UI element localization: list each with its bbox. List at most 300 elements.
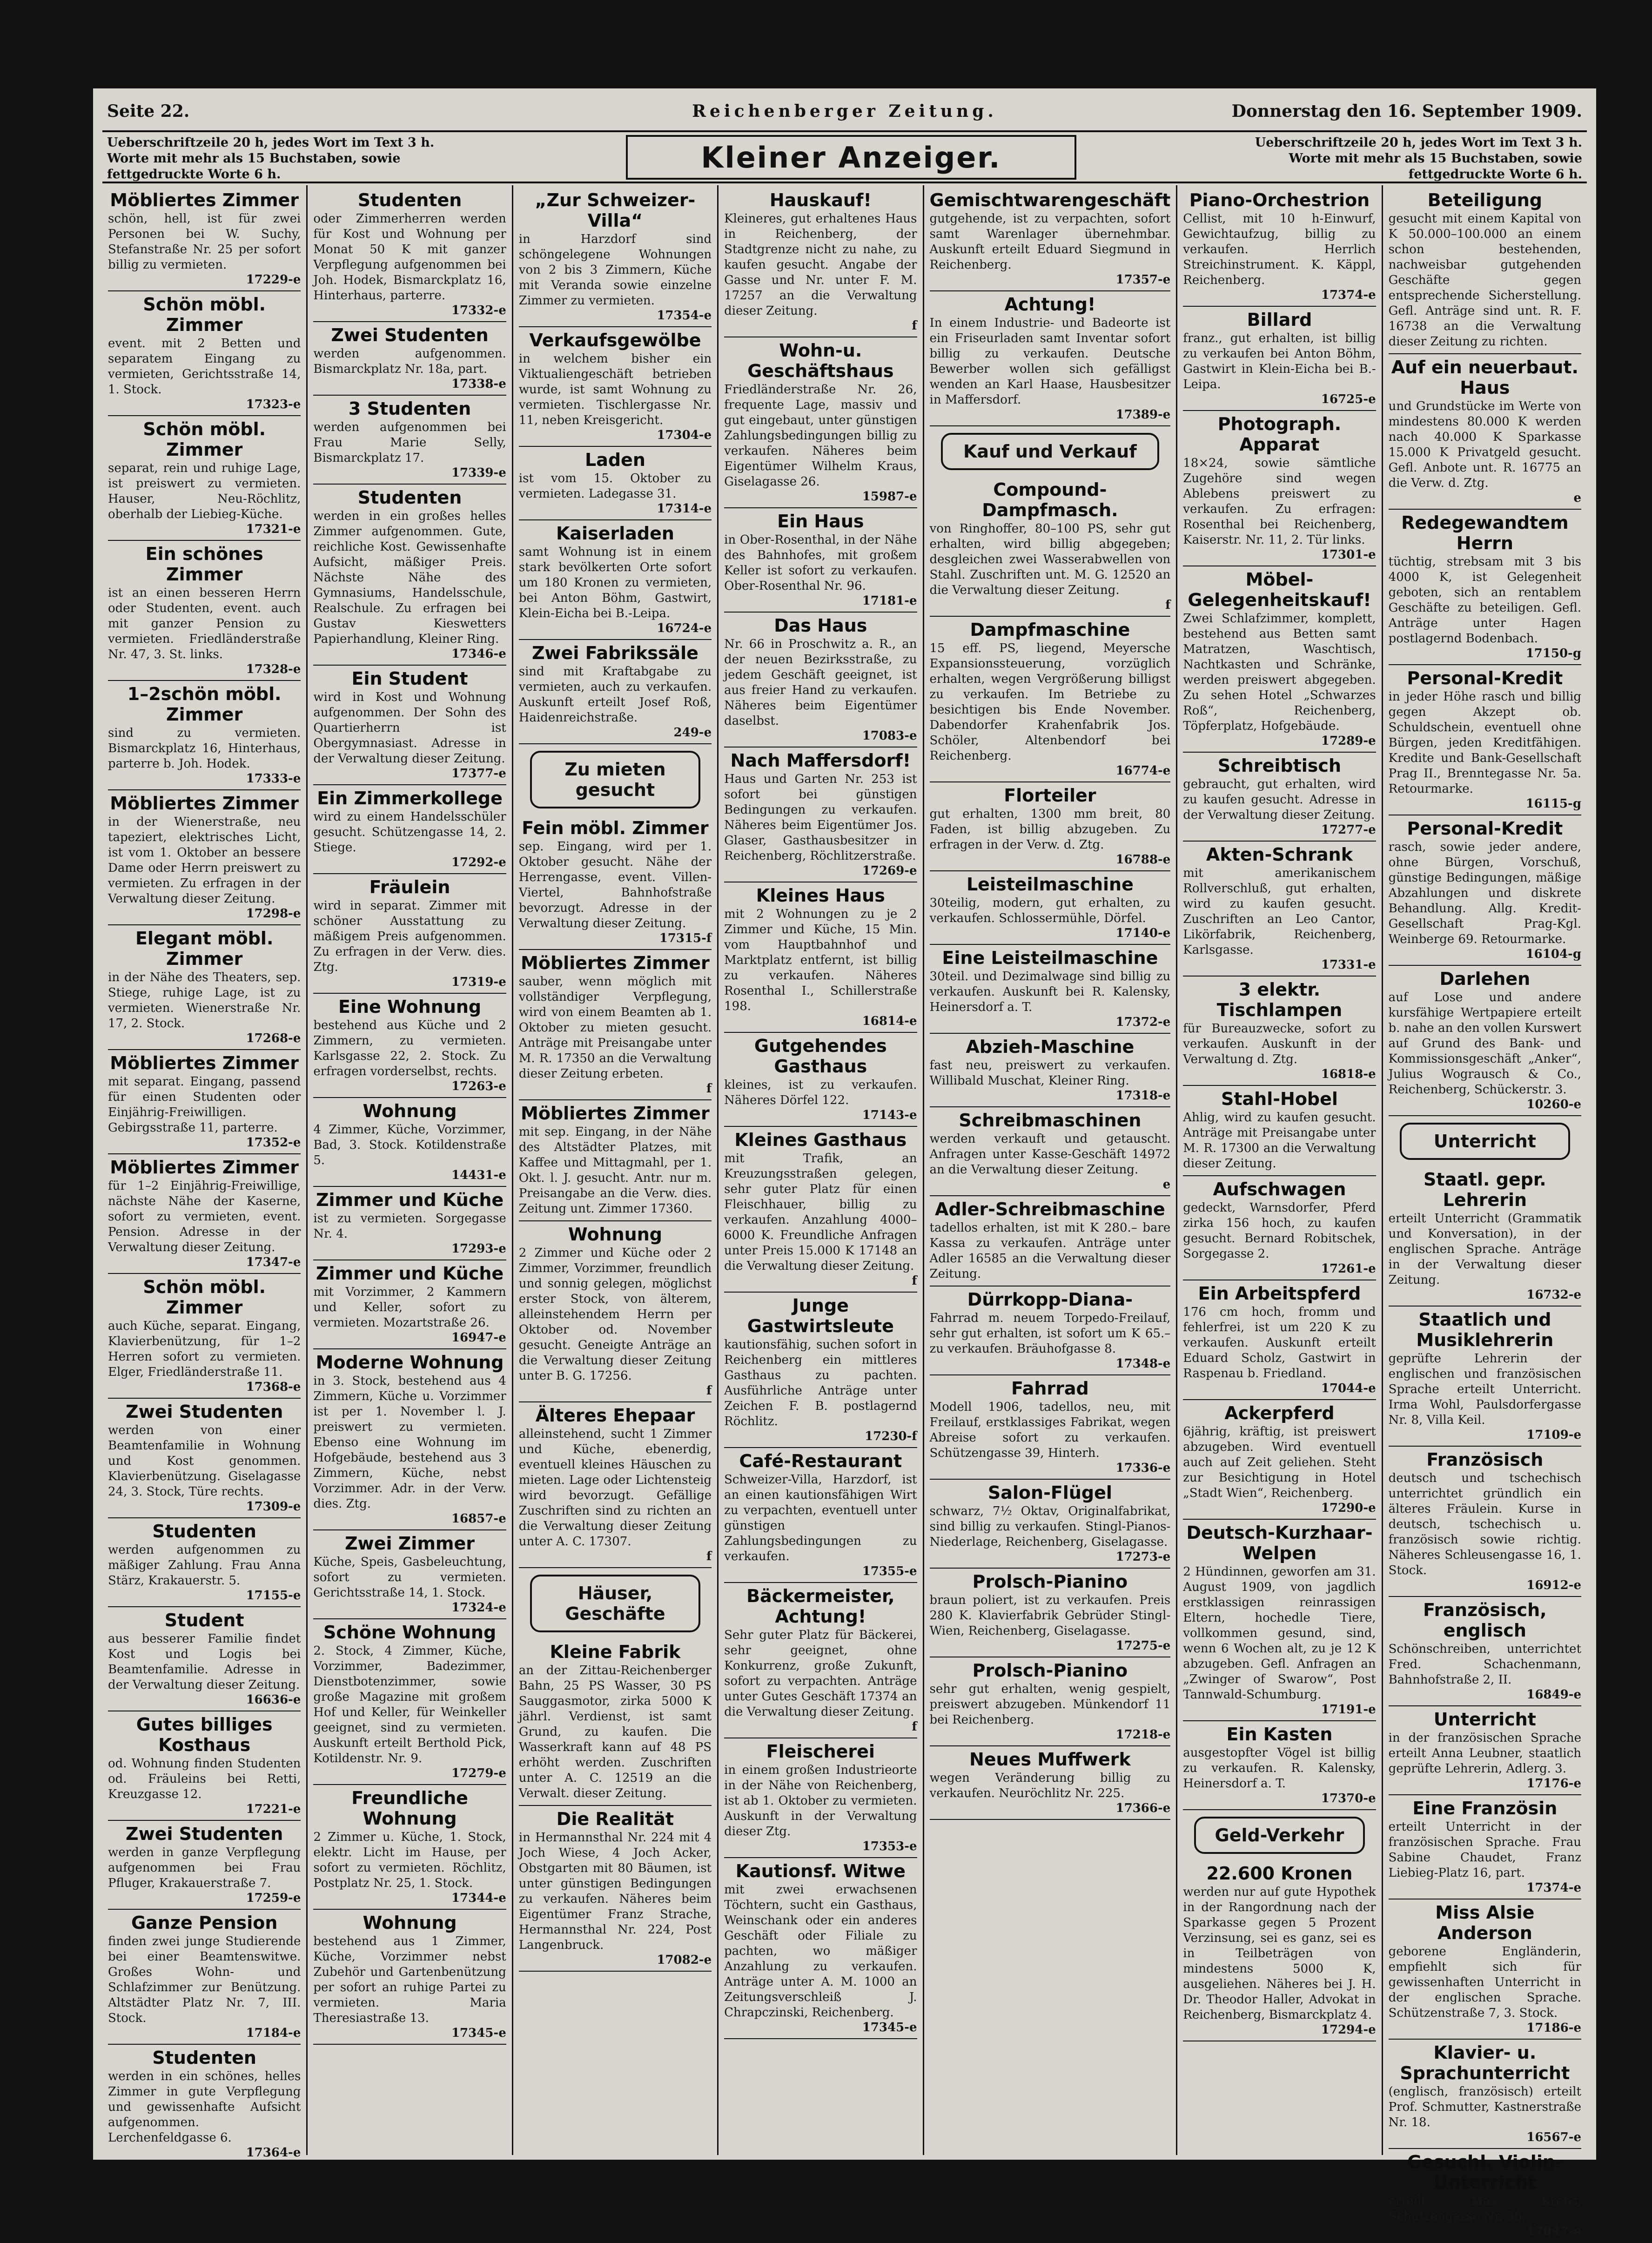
section-heading-box: Häuser, Geschäfte [530, 1575, 700, 1632]
ad-heading: Möbliertes Zimmer [110, 1157, 299, 1178]
ad-body: 18×24, sowie sämtliche Zugehöre sind wegen Ablebens preiswert zu verkaufen. Zu erfragen: Rosenthal bei Reichenberg, Kaiserstr. Nr. 11, 2. Tür links. [1183, 456, 1376, 547]
ad-body: mit sep. Eingang, in der Nähe des Altstädter Platzes, mit Kaffee und Mittagmahl, per 1. Okt. l. J. gesucht. Antr. nur m. Preisangabe an die Verw. dies. Zeitung unt. Zimmer 17360. [518, 1125, 712, 1216]
ad-body: Cellist, mit 10 h-Einwurf, Gewichtaufzug, billig zu verkaufen. Herrlich Streichinstrument. K. Käppl, Reichenberg. [1183, 212, 1376, 287]
ad-heading: Schön möbl. Zimmer [143, 294, 266, 335]
ad-reference-number: 17191-e [1321, 1703, 1376, 1717]
ad-heading: Junge Gastwirtsleute [747, 1295, 894, 1336]
ad-reference-number: 16567-e [1526, 2130, 1582, 2144]
classified-ad [930, 1569, 1171, 1657]
ad-body: rasch, sowie jeder andere, ohne Bürgen, Vorschuß, günstige Bedingungen, mäßige Abzahlungen und diskrete Behandlung. Allg. Kredit-Gesellschaft Prag-Kgl. Weinberge 69. Retourmarke. [1388, 840, 1582, 946]
ad-body: In einem Industrie- und Badeorte ist ein Friseurladen samt Inventar sofort billig zu verkaufen. Deutsche Bewerber wollen sich gefälligst wenden an Karl Haase, Hausbesitzer in Maffersdorf. [929, 316, 1171, 407]
ad-reference-number: 17333-e [246, 772, 301, 786]
ad-reference-number: 16115-g [1525, 797, 1582, 811]
ad-reference-number: 17347-e [246, 1255, 301, 1269]
ad-reference-number: 16636-e [246, 1693, 301, 1707]
ad-body: Schweizer-Villa, Harzdorf, ist an einen kautionsfähigen Wirt zu verpachten, eventuell unter günstigen Zahlungsbedingungen zu verkaufen. [724, 1473, 917, 1563]
ad-body: erteilt Unterricht (Grammatik und Konversation), in der englischen Sprache. Anträge in der Verwaltung dieser Zeitung. [1388, 1212, 1582, 1287]
ad-column [719, 185, 924, 2155]
ad-heading: Freundliche Wohnung [351, 1788, 468, 1829]
classified-ad [1183, 1520, 1376, 1721]
ad-heading: Café-Restaurant [739, 1451, 902, 1471]
ad-body: bestehend aus 1 Zimmer, Küche, Vorzimmer nebst Zubehör und Gartenbenützung per sofort an ruhige Partei zu vermieten. Maria Theresiastraße 13. [313, 1934, 506, 2025]
ad-reference-number: 17324-e [451, 1601, 506, 1615]
classified-ad [930, 871, 1171, 945]
ad-body: bestehend aus Küche und 2 Zimmern, zu vermieten. Karlsgasse 22, 2. Stock. Zu erfragen vorderselbst, rechts. [313, 1018, 506, 1078]
ad-reference-number: 17366-e [1115, 1801, 1171, 1815]
ad-reference-number: 17143-e [862, 1108, 917, 1122]
ad-body: mit amerikanischem Rollverschluß, gut erhalten, wird zu kaufen gesucht. Zuschriften an Leo Cantor, Likörfabrik, Reichenberg, Karlsgasse. [1183, 866, 1376, 957]
ad-reference-number: 16818-e [1321, 1067, 1376, 1081]
ad-body: fast neu, preiswert zu verkaufen. Willibald Muschat, Kleiner Ring. [929, 1058, 1171, 1088]
ad-reference-number: 17321-e [246, 522, 301, 536]
classified-ad [1183, 977, 1376, 1086]
classified-ad [724, 1738, 917, 1858]
ad-heading: Auf ein neuerbaut. Haus [1391, 357, 1578, 398]
ad-body: tadellos erhalten, ist mit K 280.– bare Kassa zu verkaufen. Anträge unter Adler 16585 an die Verwaltung dieser Zeitung. [929, 1221, 1171, 1281]
ad-reference-number: 17184-e [246, 2026, 301, 2040]
ad-heading: Möbliertes Zimmer [110, 190, 299, 210]
ad-reference-number: 249-e [673, 726, 712, 740]
classified-ad [1183, 1721, 1376, 1810]
ad-heading: Kleine Fabrik [550, 1642, 681, 1662]
ad-reference-number: 17338-e [451, 377, 506, 391]
ad-reference-number: 17318-e [1115, 1089, 1171, 1103]
ad-body: in jeder Höhe rasch und billig gegen Akzept ob. Schuldschein, eventuell ohne Bürgen, jeden Kreditfähigen. Kredite und Bank-Gesellschaft Prag II., Brenntegasse Nr. 5a. Retourmarke. [1388, 690, 1582, 796]
classified-ad [1389, 1597, 1581, 1706]
ad-reference-number: e [1162, 1178, 1171, 1192]
ad-heading: Ein Arbeitspferd [1198, 1283, 1361, 1304]
classified-ad [1183, 1176, 1376, 1280]
ad-body: sind mit Kraftabgabe zu vermieten, auch zu verkaufen. Auskunft erteilt Josef Roß, Haidenreichstraße. [518, 665, 712, 725]
ad-heading: Dampfmaschine [970, 620, 1130, 640]
ad-column [102, 185, 308, 2160]
ad-heading: Deutsch-Kurzhaar-Welpen [1186, 1522, 1373, 1563]
classified-ad [724, 613, 917, 748]
ad-heading: Dürrkopp-Diana- [967, 1289, 1133, 1310]
ad-body: in Harzdorf sind schöngelegene Wohnungen von 2 bis 3 Zimmern, Küche mit Veranda sowie einzelne Zimmer zu vermieten. [518, 232, 712, 308]
ad-reference-number: f [706, 1082, 712, 1096]
ad-heading: Fahrrad [1011, 1378, 1089, 1399]
ad-reference-number: 17345-e [451, 2026, 506, 2040]
ad-heading: Studenten [152, 1521, 256, 1542]
ad-body: franz., gut erhalten, ist billig zu verkaufen bei Anton Böhm, Gastwirt in Klein-Eicha bei B.-Leipa. [1183, 331, 1376, 391]
classified-ad [1183, 1086, 1376, 1176]
ad-reference-number: 17368-e [246, 1380, 301, 1394]
ad-heading: 1–2schön möbl. Zimmer [127, 684, 282, 725]
classified-ad [108, 187, 301, 291]
classified-ad [930, 1287, 1171, 1375]
ad-heading: Prolsch-Pianino [972, 1571, 1128, 1592]
ad-heading: Hauskauf! [769, 190, 872, 210]
classified-ad [930, 1034, 1171, 1107]
ad-heading: Gesuchl. Violin-Unterricht [1407, 2152, 1563, 2193]
ad-reference-number: f [912, 1720, 917, 1734]
ad-heading: Fräulein [369, 877, 450, 897]
ad-body: gesucht mit einem Kapital von K 50.000–100.000 an einem schon bestehenden, nachweisbar gutgehenden Geschäfte gegen entsprechende Sicherstellung. Gefl. Anträge sind unt. R. F. 16738 an die Verwaltung dieser Zeitung zu richten. [1388, 212, 1582, 349]
ad-body: Zwei Schlafzimmer, komplett, bestehend aus Betten samt Matratzen, Waschtisch, Nachtkasten und Schränke, werden preiswert abgegeben. Zu sehen Hotel „Schwarzes Roß“, Reichenberg, Töpferplatz, Hofgebäude. [1183, 612, 1376, 733]
ad-reference-number: f [912, 1274, 917, 1288]
ad-reference-number: 17261-e [1321, 1262, 1376, 1276]
ad-heading: Wohnung [568, 1224, 662, 1245]
ad-heading: Achtung! [1004, 294, 1096, 315]
ad-reference-number: 17275-e [1115, 1639, 1171, 1653]
classified-ad [313, 485, 506, 666]
ad-heading: Französisch, englisch [1423, 1600, 1547, 1641]
ad-reference-number: 17082-e [657, 1953, 712, 1967]
ad-heading: Schöne Wohnung [323, 1622, 497, 1643]
ad-body: samt Wohnung ist in einem stark bevölkerten Orte sofort um 180 Kronen zu vermieten, bei Anton Böhm, Gastwirt, Klein-Eicha bei B.-Leipa. [518, 545, 712, 620]
ad-body: ist an einen besseren Herrn oder Studenten, event. auch mit ganzer Pension zu vermieten. Friedländerstraße Nr. 47, 3. St. links. [108, 586, 301, 661]
classified-ad [1183, 842, 1376, 977]
classified-ad [1183, 1860, 1376, 2041]
classified-ad [313, 1619, 506, 1785]
ad-body: kautionsfähig, suchen sofort in Reichenberg ein mittleres Gasthaus zu pachten. Ausführliche Anträge unter Zeichen F. B. postlagernd Röchlitz. [724, 1338, 917, 1428]
ad-reference-number: 17348-e [1115, 1357, 1171, 1371]
ad-heading: Bäckermeister, Achtung! [746, 1586, 895, 1627]
ad-heading: Kaiserladen [556, 523, 674, 544]
ad-heading: Laden [584, 450, 645, 470]
ad-body: in Ober-Rosenthal, in der Nähe des Bahnhofes, mit großem Keller ist sofort zu verkaufen. Ober-Rosenthal Nr. 96. [724, 533, 917, 593]
classified-ad [108, 1518, 301, 1607]
classified-ad [930, 617, 1171, 782]
ad-heading: Moderne Wohnung [316, 1352, 504, 1373]
ad-heading: Elegant möbl. Zimmer [135, 928, 274, 969]
classified-ad [108, 1274, 301, 1399]
ad-heading: Neues Muffwerk [969, 1749, 1131, 1770]
ad-reference-number: 17319-e [451, 975, 506, 989]
ad-heading: Redegewandtem Herrn [1401, 512, 1569, 553]
issue-date: Donnerstag den 16. September 1909. [1231, 101, 1582, 121]
classified-ad [930, 1107, 1171, 1196]
ad-heading: „Zur Schweizer-Villa“ [535, 190, 696, 231]
ad-heading: Fein möbl. Zimmer [522, 818, 709, 838]
ad-body: 2. Stock, 4 Zimmer, Küche, Vorzimmer, Badezimmer, Dienstbotenzimmer, sowie große Magazine mit großem Hof und Keller, für Weinkeller geeignet, sind zu vermieten. Auskunft erteilt Berthold Pick, Kotildenstr. Nr. 9. [313, 1644, 506, 1765]
ad-heading: Schreibmaschinen [959, 1110, 1142, 1131]
rate-notice-right: Ueberschriftzeile 20 h, jedes Wort im Text 3 h. Worte mit mehr als 15 Buchstaben, sowie fettgedruckte Worte 6 h. [1255, 135, 1582, 182]
ad-body: werden in ganze Verpflegung aufgenommen bei Frau Pfluger, Krakauerstraße 7. [108, 1846, 301, 1890]
ad-heading: Stahl-Hobel [1221, 1089, 1338, 1109]
classified-ad [519, 327, 712, 447]
classified-ad [930, 1746, 1171, 1820]
classified-ad [108, 2045, 301, 2164]
classified-ad [108, 1607, 301, 1711]
ad-heading: Zwei Fabrikssäle [531, 643, 698, 663]
ad-body: werden verkauft und getauscht. Anfragen unter Kasse-Geschäft 14972 an die Verwaltung dieser Zeitung. [929, 1132, 1171, 1177]
ad-heading: Student [164, 1610, 244, 1630]
ad-body: Küche, Speis, Gasbeleuchtung, sofort zu vermieten. Gerichtsstraße 14, 1. Stock. [313, 1555, 506, 1600]
ad-body: schön, hell, ist für zwei Personen bei W. Suchy, Stefanstraße Nr. 25 per sofort billig zu vermieten. [108, 212, 301, 272]
ad-reference-number: 17176-e [1526, 1777, 1582, 1791]
ad-heading: Kautionsf. Witwe [735, 1861, 906, 1881]
classified-ad [313, 1187, 506, 1260]
classified-ad [519, 1100, 712, 1221]
ad-heading: Florteiler [1004, 785, 1096, 806]
ad-heading: Eine Wohnung [338, 997, 482, 1017]
classified-ad [930, 1196, 1171, 1287]
ad-reference-number: 17230-f [865, 1429, 917, 1443]
ad-body: gebraucht, gut erhalten, wird zu kaufen gesucht. Adresse in der Verwaltung dieser Zeitung. [1183, 777, 1376, 822]
ad-heading: Schön möbl. Zimmer [143, 419, 266, 460]
ad-heading: Wohn-u. Geschäftshaus [747, 340, 894, 381]
classified-ad [1183, 1400, 1376, 1520]
ad-body: aus besserer Familie findet Kost und Logis bei Beamtenfamilie. Adresse in der Verwaltung dieser Zeitung. [108, 1632, 301, 1692]
section-heading-box: Unterricht [1400, 1123, 1570, 1160]
classified-ad [1389, 510, 1581, 665]
ad-heading: Das Haus [774, 615, 867, 636]
classified-ad [1389, 1899, 1581, 2040]
ad-heading: Adler-Schreibmaschine [934, 1199, 1165, 1219]
ad-reference-number: 16947-e [451, 1331, 506, 1345]
ad-reference-number: 17294-e [1321, 2023, 1376, 2037]
ad-body: sind zu vermieten. Bismarckplatz 16, Hinterhaus, parterre b. Joh. Hodek. [108, 726, 301, 771]
ad-body: deutsch und tschechisch unterrichtet gründlich ein älteres Fräulein. Kurse in deutsch, tschechisch u. französisch sowie richtig. Näheres Schleusengasse 16, 1. Stock. [1388, 1471, 1582, 1577]
classified-ad [313, 785, 506, 874]
ad-reference-number: 17389-e [1115, 408, 1171, 422]
masthead-rule [102, 182, 1587, 183]
classified-ad [1389, 2149, 1581, 2243]
ad-reference-number: 16732-e [1526, 1288, 1582, 1302]
ad-body: mit Vorzimmer, 2 Kammern und Keller, sofort zu vermieten. Mozartstraße 26. [313, 1285, 506, 1330]
ad-reference-number: 17218-e [1115, 1728, 1171, 1742]
ad-heading: Verkaufsgewölbe [529, 330, 701, 350]
ad-reference-number: 16724-e [657, 621, 712, 635]
ad-body: Ahlig, wird zu kaufen gesucht. Anträge mit Preisangabe unter M. R. 17300 an die Verwaltung dieser Zeitung. [1183, 1111, 1376, 1171]
ad-heading: Wohnung [363, 1913, 457, 1933]
ad-body: Sehr guter Platz für Bäckerei, sehr geeignet, ohne Konkurrenz, große Zukunft, sofort zu verpachten. Anträge unter Gutes Geschäft 17374 an die Verwaltung dieser Zeitung. [724, 1628, 917, 1719]
ad-reference-number: 17229-e [246, 273, 301, 287]
ad-reference-number: 17355-e [862, 1564, 917, 1578]
ad-body: Kleineres, gut erhaltenes Haus in Reichenberg, der Stadtgrenze nicht zu nahe, zu kaufen gesucht. Angabe der Gasse und Nr. unter F. M. 17257 an die Verwaltung dieser Zeitung. [724, 212, 917, 318]
classified-ad [1389, 2040, 1581, 2149]
ad-reference-number: 17263-e [451, 1079, 506, 1093]
ad-reference-number: 17186-e [1526, 2021, 1582, 2035]
newspaper-page [93, 88, 1596, 2238]
ad-column [308, 185, 513, 2155]
ad-body: erteilt Max Krebs, Schützengasse Nr. 36. [1388, 2194, 1582, 2223]
ad-body: werden in ein schönes, helles Zimmer in gute Verpflegung und gewissenhafte Aufsicht aufgenommen. Lerchenfeldgasse 6. [108, 2069, 301, 2145]
ad-heading: Prolsch-Pianino [972, 1660, 1128, 1681]
ad-reference-number: 17292-e [451, 855, 506, 869]
ad-body: werden nur auf gute Hypothek in der Rangordnung nach der Sparkasse gegen 5 Prozent Verzinsung, sei es ganz, sei es in Teilbeträgen von mindestens 5000 K, ausgeliehen. Näheres bei J. H. Dr. Theodor Haller, Advokat in Reichenberg, Bismarckplatz 4. [1183, 1885, 1376, 2022]
ad-heading: Beteiligung [1427, 190, 1542, 210]
classified-ad [313, 1530, 506, 1619]
ad-heading: Fleischerei [766, 1741, 875, 1762]
ad-body: separat, rein und ruhige Lage, ist preiswert zu vermieten. Hauser, Neu-Röchlitz, oberhalb der Liebieg-Küche. [108, 461, 301, 521]
ad-heading: Leisteilmaschine [966, 874, 1134, 895]
ad-body: geprüfte Lehrerin der englischen und französischen Sprache erteilt Unterricht. Irma Wohl, Paulsdorfergasse Nr. 8, Villa Keil. [1388, 1352, 1582, 1427]
ad-heading: Älteres Ehepaar [535, 1405, 695, 1426]
classified-columns [102, 185, 1587, 2238]
ad-body: mit separat. Eingang, passend für einen Studenten oder Einjährig-Freiwilligen. Gebirgsstraße 11, parterre. [108, 1075, 301, 1135]
ad-reference-number: 17323-e [246, 397, 301, 411]
ad-body: 2 Zimmer und Küche oder 2 Zimmer, Vorzimmer, freundlich und sonnig gelegen, möglichst erster Stock, von älterem, alleinstehendem Herrn per Oktober od. November gesucht. Geneigte Anträge an die Verwaltung dieser Zeitung unter B. G. 17256. [518, 1246, 712, 1383]
ad-heading: Compound-Dampfmasch. [982, 479, 1118, 520]
ad-reference-number: 17221-e [246, 1802, 301, 1816]
classified-ad [1389, 1447, 1581, 1597]
classified-ad [930, 945, 1171, 1034]
ad-body: mit 2 Wohnungen zu je 2 Zimmer und Küche, 15 Min. vom Hauptbahnhof und Marktplatz entfernt, ist billig zu verkaufen. Näheres Rosenthal I., Schillerstraße 198. [724, 907, 917, 1013]
ad-body: 30teil. und Dezimalwage sind billig zu verkaufen. Auskunft bei R. Kalensky, Heinersdorf a. T. [929, 970, 1171, 1014]
classified-ad [724, 1448, 917, 1583]
ad-reference-number: 17044-e [1321, 1381, 1376, 1395]
classified-ad [1389, 966, 1581, 1116]
ad-body: mit zwei erwachsenen Töchtern, sucht ein Gasthaus, Weinschank oder ein anderes Geschäft oder Filiale zu pachten, wo mäßiger Anzahlung zu verkaufen. Anträge unter A. M. 1000 an Zeitungsverschleiß J. Chrapczinski, Reichenberg. [724, 1883, 917, 2020]
ad-reference-number: 17377-e [451, 767, 506, 781]
ad-body: in welchem bisher ein Viktualiengeschäft betrieben wurde, ist samt Wohnung zu vermieten. Tischlergasse Nr. 11, neben Kreisgericht. [518, 352, 712, 427]
ad-heading: Ein Haus [777, 511, 864, 532]
ad-body: schwarz, 7½ Oktav, Originalfabrikat, sind billig zu verkaufen. Stingl-Pianos-Niederlage, Reichenberg, Giselagasse. [929, 1504, 1171, 1549]
ad-body: alleinstehend, sucht 1 Zimmer und Küche, ebenerdig, eventuell kleines Häuschen zu mieten. Lage oder Lichtensteig wird bevorzugt. Gefällige Zuschriften sind zu richten an die Verwaltung dieser Zeitung unter A. C. 17307. [518, 1427, 712, 1549]
ad-body: 30teilig, modern, gut erhalten, zu verkaufen. Schlossermühle, Dörfel. [929, 896, 1171, 925]
ad-body: mit Trafik, an Kreuzungsstraßen gelegen, sehr guter Platz für einen Fleischhauer, billig zu verkaufen. Anzahlung 4000–6000 K. Freundliche Anfragen unter Preis 15.000 K 17148 an die Verwaltung dieser Zeitung. [724, 1152, 917, 1273]
ad-heading: Studenten [357, 190, 462, 210]
ad-heading: Ackerpferd [1224, 1403, 1335, 1423]
ad-body: auf Lose und andere kursfähige Wertpapiere erteilt b. nahe an den vollen Kurswert auf Grund des Bank- und Kommissionsgeschäft „Anker“, Julius Wograusch & Co., Reichenberg, Schückerstr. 3. [1388, 990, 1582, 1097]
classified-ad [1389, 354, 1581, 510]
classified-ad [724, 1293, 917, 1448]
ad-heading: Möbel-Gelegenheitskauf! [1188, 569, 1371, 610]
ad-body: gedeckt, Warnsdorfer, Pferd zirka 156 hoch, zu kaufen gesucht. Bernard Robitschek, Sorgegasse 2. [1183, 1201, 1376, 1261]
ad-body: in 3. Stock, bestehend aus 4 Zimmern, Küche u. Vorzimmer ist per 1. November l. J. preiswert zu vermieten. Ebenso eine Wohnung im Hofgebäude, bestehend aus 3 Zimmern, Küche, nebst Vorzimmer. Adr. in der Verw. dies. Ztg. [313, 1374, 506, 1511]
ad-body: wird in separat. Zimmer mit schöner Ausstattung zu mäßigem Preis aufgenommen. Zu erfragen in der Verw. dies. Ztg. [313, 899, 506, 974]
ad-reference-number: 17364-e [246, 2146, 301, 2160]
ad-column [513, 185, 719, 2155]
ad-column [1177, 185, 1383, 2155]
ad-heading: Schön möbl. Zimmer [143, 1277, 266, 1318]
ad-body: 2 Zimmer u. Küche, 1. Stock, elektr. Licht im Hause, per sofort zu vermieten. Röchlitz, Postplatz Nr. 25, 1. Stock. [313, 1830, 506, 1890]
ad-body: Haus und Garten Nr. 253 ist sofort bei günstigen Bedingungen zu verkaufen. Näheres beim Eigentümer Jos. Glaser, Gasthausbesitzer in Reichenberg, Röchlitzerstraße. [724, 772, 917, 863]
ad-body: sehr gut erhalten, wenig gespielt, preiswert abzugeben. Münkendorf 11 bei Reichenberg. [929, 1682, 1171, 1727]
ad-heading: Zimmer und Küche [316, 1263, 504, 1284]
classified-ad [930, 782, 1171, 871]
ad-body: wird in Kost und Wohnung aufgenommen. Der Sohn des Quartierherrn ist Obergymnasiast. Adresse in der Verwaltung dieser Zeitung. [313, 690, 506, 766]
ad-heading: Billard [1247, 310, 1312, 330]
ad-reference-number: 17374-e [1321, 288, 1376, 302]
running-head [107, 101, 1582, 129]
ad-reference-number: 17315-f [659, 931, 712, 945]
ad-body: werden von einer Beamtenfamilie in Wohnung und Kost genommen. Klavierbenützung. Giselagasse 24, 3. Stock, Türe rechts. [108, 1423, 301, 1499]
ad-heading: Studenten [357, 487, 462, 508]
ad-heading: Ein Student [351, 668, 468, 689]
ad-reference-number: 17298-e [246, 907, 301, 921]
ad-body: auch Küche, separat. Eingang, Klavierbenützung, für 1–2 Herren sofort zu vermieten. Elger, Friedländerstraße 11. [108, 1319, 301, 1379]
classified-ad [930, 477, 1171, 617]
ad-body: erteilt Unterricht in der französischen Sprache. Frau Sabine Chaudet, Franz Liebieg-Platz 16, part. [1388, 1820, 1582, 1880]
ad-reference-number: 16104-g [1525, 947, 1582, 961]
ad-reference-number: 17370-e [1321, 1792, 1376, 1805]
ad-reference-number: 17328-e [246, 662, 301, 676]
ad-reference-number: 17354-e [657, 309, 712, 323]
ad-body: an der Zittau-Reichenberger Bahn, 25 PS Wasser, 30 PS Sauggasmotor, zirka 5000 K jährl. Verdienst, ist samt Grund, zu kaufen. Die Wasserkraft kann auf 48 PS erhöht werden. Zuschriften unter A. C. 12519 an die Verwalt. dieser Zeitung. [518, 1664, 712, 1800]
ad-heading: Möbliertes Zimmer [110, 1053, 299, 1073]
ad-heading: Ein schönes Zimmer [145, 544, 263, 585]
ad-reference-number: 17344-e [451, 1891, 506, 1905]
ad-body: Nr. 66 in Proschwitz a. R., an der neuen Bezirksstraße, zu jedem Geschäft geeignet, ist aus freier Hand zu verkaufen. Näheres beim Eigentümer daselbst. [724, 637, 917, 728]
classified-ad [313, 1260, 506, 1349]
ad-reference-number: 16725-e [1321, 392, 1376, 406]
classified-ad [1389, 1307, 1581, 1447]
classified-ad [724, 1858, 917, 2039]
ad-reference-number: 17353-e [862, 1839, 917, 1853]
ad-body: 15 eff. PS, liegend, Meyersche Expansionssteuerung, vorzüglich erhalten, wegen Vergrößerung billigst zu verkaufen. Im Betriebe zu besichtigen bis Ende November. Dabendorfer Krahenfabrik Jos. Schöler, Altenbendorf bei Reichenberg. [929, 641, 1171, 763]
classified-ad [108, 681, 301, 790]
ad-reference-number: 17304-e [657, 428, 712, 442]
classified-ad [519, 1806, 712, 1972]
classified-ad [108, 1821, 301, 1910]
classified-ad [519, 1221, 712, 1402]
ad-heading: Möbliertes Zimmer [110, 793, 299, 814]
ad-body: geborene Engländerin, empfiehlt sich für gewissenhaften Unterricht in der englischen Sprache. Schützenstraße 7, 3. Stock. [1388, 1945, 1582, 2020]
classified-ad [519, 640, 712, 744]
ad-reference-number: 17277-e [1321, 823, 1376, 837]
classified-ad [108, 1711, 301, 1821]
classified-ad [519, 1402, 712, 1568]
ad-reference-number: 17140-e [1115, 926, 1171, 940]
ad-heading: Ein Zimmerkollege [317, 788, 503, 808]
ad-body: Friedländerstraße Nr. 26, frequente Lage, massiv und gut eingebaut, unter günstigen Zahlungsbedingungen billig zu verkaufen. Näheres beim Eigentümer Wilhelm Kraus, Giselagasse 26. [724, 383, 917, 489]
ad-heading: Französisch [1426, 1449, 1544, 1470]
ad-reference-number: 17268-e [246, 1031, 301, 1045]
classified-ad [724, 882, 917, 1033]
section-heading-box: Zu mieten gesucht [530, 751, 700, 808]
ad-body: finden zwei junge Studierende bei einer Beamtenswitwe. Großes Wohn- und Schlafzimmer zur Benützung. Altstädter Platz Nr. 7, III. Stock. [108, 1934, 301, 2025]
ad-body: tüchtig, strebsam mit 3 bis 4000 K, ist Gelegenheit geboten, sich an rentablem Geschäfte zu beteiligen. Gefl. Anträge unter Hagen postlagernd Bodenbach. [1388, 555, 1582, 646]
ad-heading: Eine Französin [1412, 1798, 1558, 1819]
classified-ad [313, 874, 506, 994]
ad-heading: Zwei Zimmer [345, 1533, 475, 1554]
classified-ad [930, 1657, 1171, 1746]
ad-heading: Salon-Flügel [987, 1482, 1112, 1503]
ad-heading: Miss Alsie Anderson [1435, 1902, 1535, 1943]
ad-reference-number: 17352-e [246, 1136, 301, 1150]
classified-ad [108, 291, 301, 416]
classified-ad [724, 337, 917, 508]
ad-heading: Gutes billiges Kosthaus [136, 1714, 273, 1755]
ad-heading: Studenten [152, 2048, 256, 2068]
ad-reference-number: 17047-e [1526, 2224, 1582, 2238]
ad-heading: Darlehen [1439, 969, 1531, 989]
section-masthead: Kleiner Anzeiger. [626, 135, 1076, 180]
ad-reference-number: 17083-e [862, 729, 917, 743]
classified-ad [1183, 187, 1376, 307]
ad-reference-number: 16788-e [1115, 853, 1171, 867]
ad-reference-number: 17269-e [862, 864, 917, 878]
classified-ad [1389, 187, 1581, 354]
classified-ad [1183, 566, 1376, 753]
classified-ad [108, 790, 301, 925]
ad-heading: Photograph. Apparat [1217, 414, 1342, 455]
ad-heading: Unterricht [1433, 1709, 1536, 1730]
ad-reference-number: 16912-e [1526, 1578, 1582, 1592]
classified-ad [313, 322, 506, 396]
rate-notice-left: Ueberschriftzeile 20 h, jedes Wort im Text 3 h. Worte mit mehr als 15 Buchstaben, sowie fettgedruckte Worte 6 h. [107, 135, 435, 182]
ad-reference-number: 17336-e [1115, 1461, 1171, 1475]
ad-heading: 3 Studenten [348, 398, 471, 419]
classified-ad [519, 1639, 712, 1806]
classified-ad [1389, 1795, 1581, 1899]
section-heading-box: Kauf und Verkauf [941, 433, 1160, 470]
classified-ad [1389, 815, 1581, 966]
classified-ad [724, 187, 917, 337]
ad-heading: Die Realität [556, 1809, 674, 1829]
classified-ad [519, 815, 712, 950]
ad-body: für 1–2 Einjährig-Freiwillige, nächste Nähe der Kaserne, sofort zu vermieten, event. Pension. Adresse in der Verwaltung dieser Zeitung. [108, 1179, 301, 1254]
classified-ad [724, 748, 917, 882]
ad-reference-number: f [706, 1549, 712, 1563]
ad-body: werden in ein großes helles Zimmer aufgenommen. Gute, reichliche Kost. Gewissenhafte Aufsicht, mäßiger Preis. Nächste Nähe des Gymnasiums, Handelsschule, Realschule. Zu erfragen bei Gustav Kieswetters Papierhandlung, Kleiner Ring. [313, 509, 506, 646]
classified-ad [313, 666, 506, 785]
ad-heading: Schreibtisch [1217, 755, 1341, 776]
